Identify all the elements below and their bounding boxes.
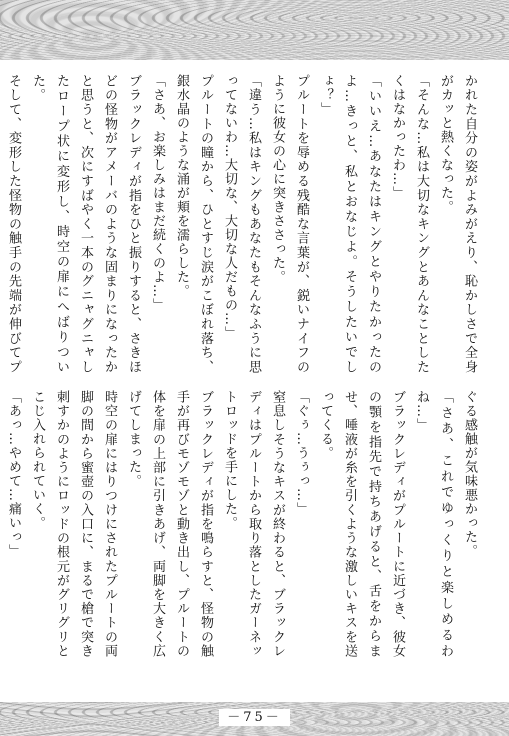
paragraph: 窒息しそうなキスが終わると、ブラックレディはプルートから取り落としたガーネットロッドを手にした。: [222, 390, 285, 658]
paragraph: 「あっ…やめて…痛いっ」: [6, 390, 21, 558]
paragraph: 「そんな…私は大切なキングとあんなことしたくはなかったわ…」: [390, 74, 429, 374]
text-page: [6, 60, 495, 700]
paragraph: 「さあ、お楽しみはまだ続くのよ…」: [150, 74, 165, 312]
page-number: [0, 706, 509, 726]
paragraph: ぐる感触が気味悪かった。: [462, 390, 477, 558]
upper-text-column: [6, 74, 481, 374]
page-number-label: －75－: [219, 709, 290, 726]
paragraph: ブラックレディが指を鳴らすと、怪物の触手が再びモゾモゾと動き出し、プルートの体を扉の上部に引きあげ、両脚を大きく広げてしまった。: [126, 390, 213, 658]
paragraph: [0, 390, 1, 658]
lower-text-column: [6, 390, 481, 658]
paragraph: プルートを辱める残酷な言葉が、鋭いナイフのように彼女の心に突きささった。: [270, 74, 309, 374]
paragraph: 「いいえ…あなたはキングとやりたかったのよ…きっと、私とおなじよ。そうしたいでしょ？」: [318, 74, 381, 374]
paragraph: そして、変形した怪物の触手の先端が伸びてプ: [6, 74, 21, 374]
paragraph: 「ぐぅ…うぅっ…」: [294, 390, 309, 516]
paragraph: かれた自分の姿がよみがえり、恥かしさで全身がカッと熱くなった。: [438, 74, 477, 374]
paragraph: ブラックレディが指をひと振りすると、さきほどの怪物がアメーバのような固まりになったかと思うと、次にすばやく一本のグニャグニャしたロープ状に変形し、時空の扉にへばりついた。: [30, 74, 141, 374]
paragraph: プルートの瞳から、ひとすじ涙がこぼれ落ち、銀水晶のような涌が頬を濡らした。: [174, 74, 213, 374]
paragraph: ブラックレディがプルートに近づき、彼女の顎を指先で持ちあげると、舌をからませ、唾液が糸を引くような激しいキスを送ってくる。: [318, 390, 405, 658]
paragraph: 時空の扉にはりつけにされたプルートの両脚の間から蜜壺の入口に、まるで槍で突き刺すかのようにロッドの根元がグリグリとこじ入れられていく。: [30, 390, 117, 658]
paragraph: 「さあ、これでゆっくりと楽しめるわね…」: [414, 390, 453, 658]
paragraph: 「違う…私はキングもあなたもそんなふうに思ってないわ…大切な、大切な人だもの…」: [222, 74, 261, 374]
marble-border-top: [0, 0, 509, 60]
